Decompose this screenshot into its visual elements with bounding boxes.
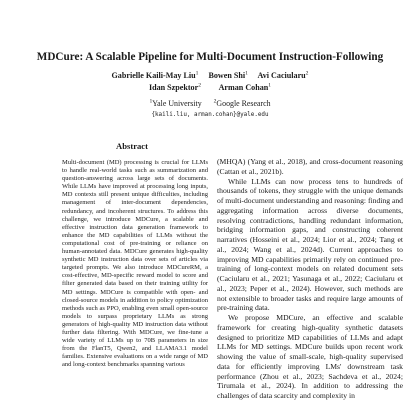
author-name: Arman Cohan <box>218 82 269 92</box>
right-column-body <box>217 157 403 401</box>
author-name: Bowen Shi <box>208 71 246 80</box>
author-affil-mark: 1 <box>268 81 272 88</box>
author-affil-mark: 1 <box>195 70 199 77</box>
author-email: {kaili.liu, arman.cohan}@yale.edu <box>151 112 269 118</box>
abstract-text: Multi-document (MD) processing is crucial for LLMs to handle real-world tasks such as summarization and question-answering across large sets of documents. While LLMs have improved at processing long inputs, MD contexts still present unique difficulties, including management of inter-document dependencies, redundancy, and incoherent structures. To address this challenge, we introduce MDCure, a scalable and effective instruction data generation framework to enhance the MD capabilities of LLMs without the computational cost of pre-training or reliance on human-annotated data. MDCure generates high-quality synthetic MD instruction data over sets of articles via targeted prompts. We also introduce MDCureRM, a cost-effective, MD-specific reward model to score and filter generated data based on their training utility for MD settings. MDCure is compatible with open- and closed-source models in addition to policy optimization methods such as PPO, enabling even small open-source models to surpass proprietary LLMs as strong generators of high-quality MD instruction data without further data filtering. With MDCure, we fine-tune a wide variety of LLMs up to 70B parameters in size from the FlanT5, Qwen2, and LLAMA3.1 model families. Extensive evaluations on a wide range of MD and long-context benchmarks spanning various <box>62 159 208 369</box>
body-paragraph: While LLMs can now process tens to hundreds of thousands of tokens, they struggle with the unique demands of multi-document understanding and reasoning: finding and aggregating information across diverse documents, resolving contradictions, handling redundant information, bridging information gaps, and constructing coherent narratives (Hosseini et al., 2024; Lior et al., 2024; Tang et al., 2024; Wang et al., 2024d). Current approaches to improving MD capabilities primarily rely on continued pre-training of long-context models on related document sets (Caciularu et al., 2021; Yasunaga et al., 2022; Caciularu et al., 2023; Peper et al., 2024). However, such methods are not extensible to broader tasks and require large amounts of pre-training data. <box>217 176 403 313</box>
author-name: Idan Szpektor <box>148 82 199 92</box>
author-name: Gabrielle Kaili-May Liu <box>111 71 196 80</box>
body-paragraph: We propose MDCure, an effective and scalable framework for creating high-quality synthetic datasets designed to prioritize MD capabilities of LLMs and adapt LLMs for MD settings. MDCure builds upon recent work showing the value of small-scale, high-quality supervised data for efficiently improving LMs' downstream task performance (Zhou et al., 2023; Sachdeva et al., 2024; Tirumala et al., 2024). In addition to addressing the challenges of data scarcity and complexity in <box>217 313 403 400</box>
author-row <box>40 70 380 82</box>
abstract-heading: Abstract <box>116 141 148 151</box>
affiliations <box>40 99 380 109</box>
author-name: Avi Caciularu <box>257 71 306 80</box>
author-block <box>40 70 380 93</box>
affil-mark: 2 <box>213 98 217 105</box>
affiliation-name: Google Research <box>216 99 271 108</box>
author-affil-mark: 2 <box>198 81 201 88</box>
author-affil-mark: 1 <box>245 70 248 77</box>
author-affil-mark: 2 <box>305 70 309 77</box>
affiliation-name: Yale University <box>152 99 202 108</box>
affil-mark: 1 <box>149 98 153 105</box>
body-paragraph: (MHQA) (Yang et al., 2018), and cross-document reasoning (Cattan et al., 2021b). <box>217 157 403 176</box>
paper-title: MDCure: A Scalable Pipeline for Multi-Document Instruction-Following <box>36 51 384 63</box>
author-row <box>40 82 380 94</box>
